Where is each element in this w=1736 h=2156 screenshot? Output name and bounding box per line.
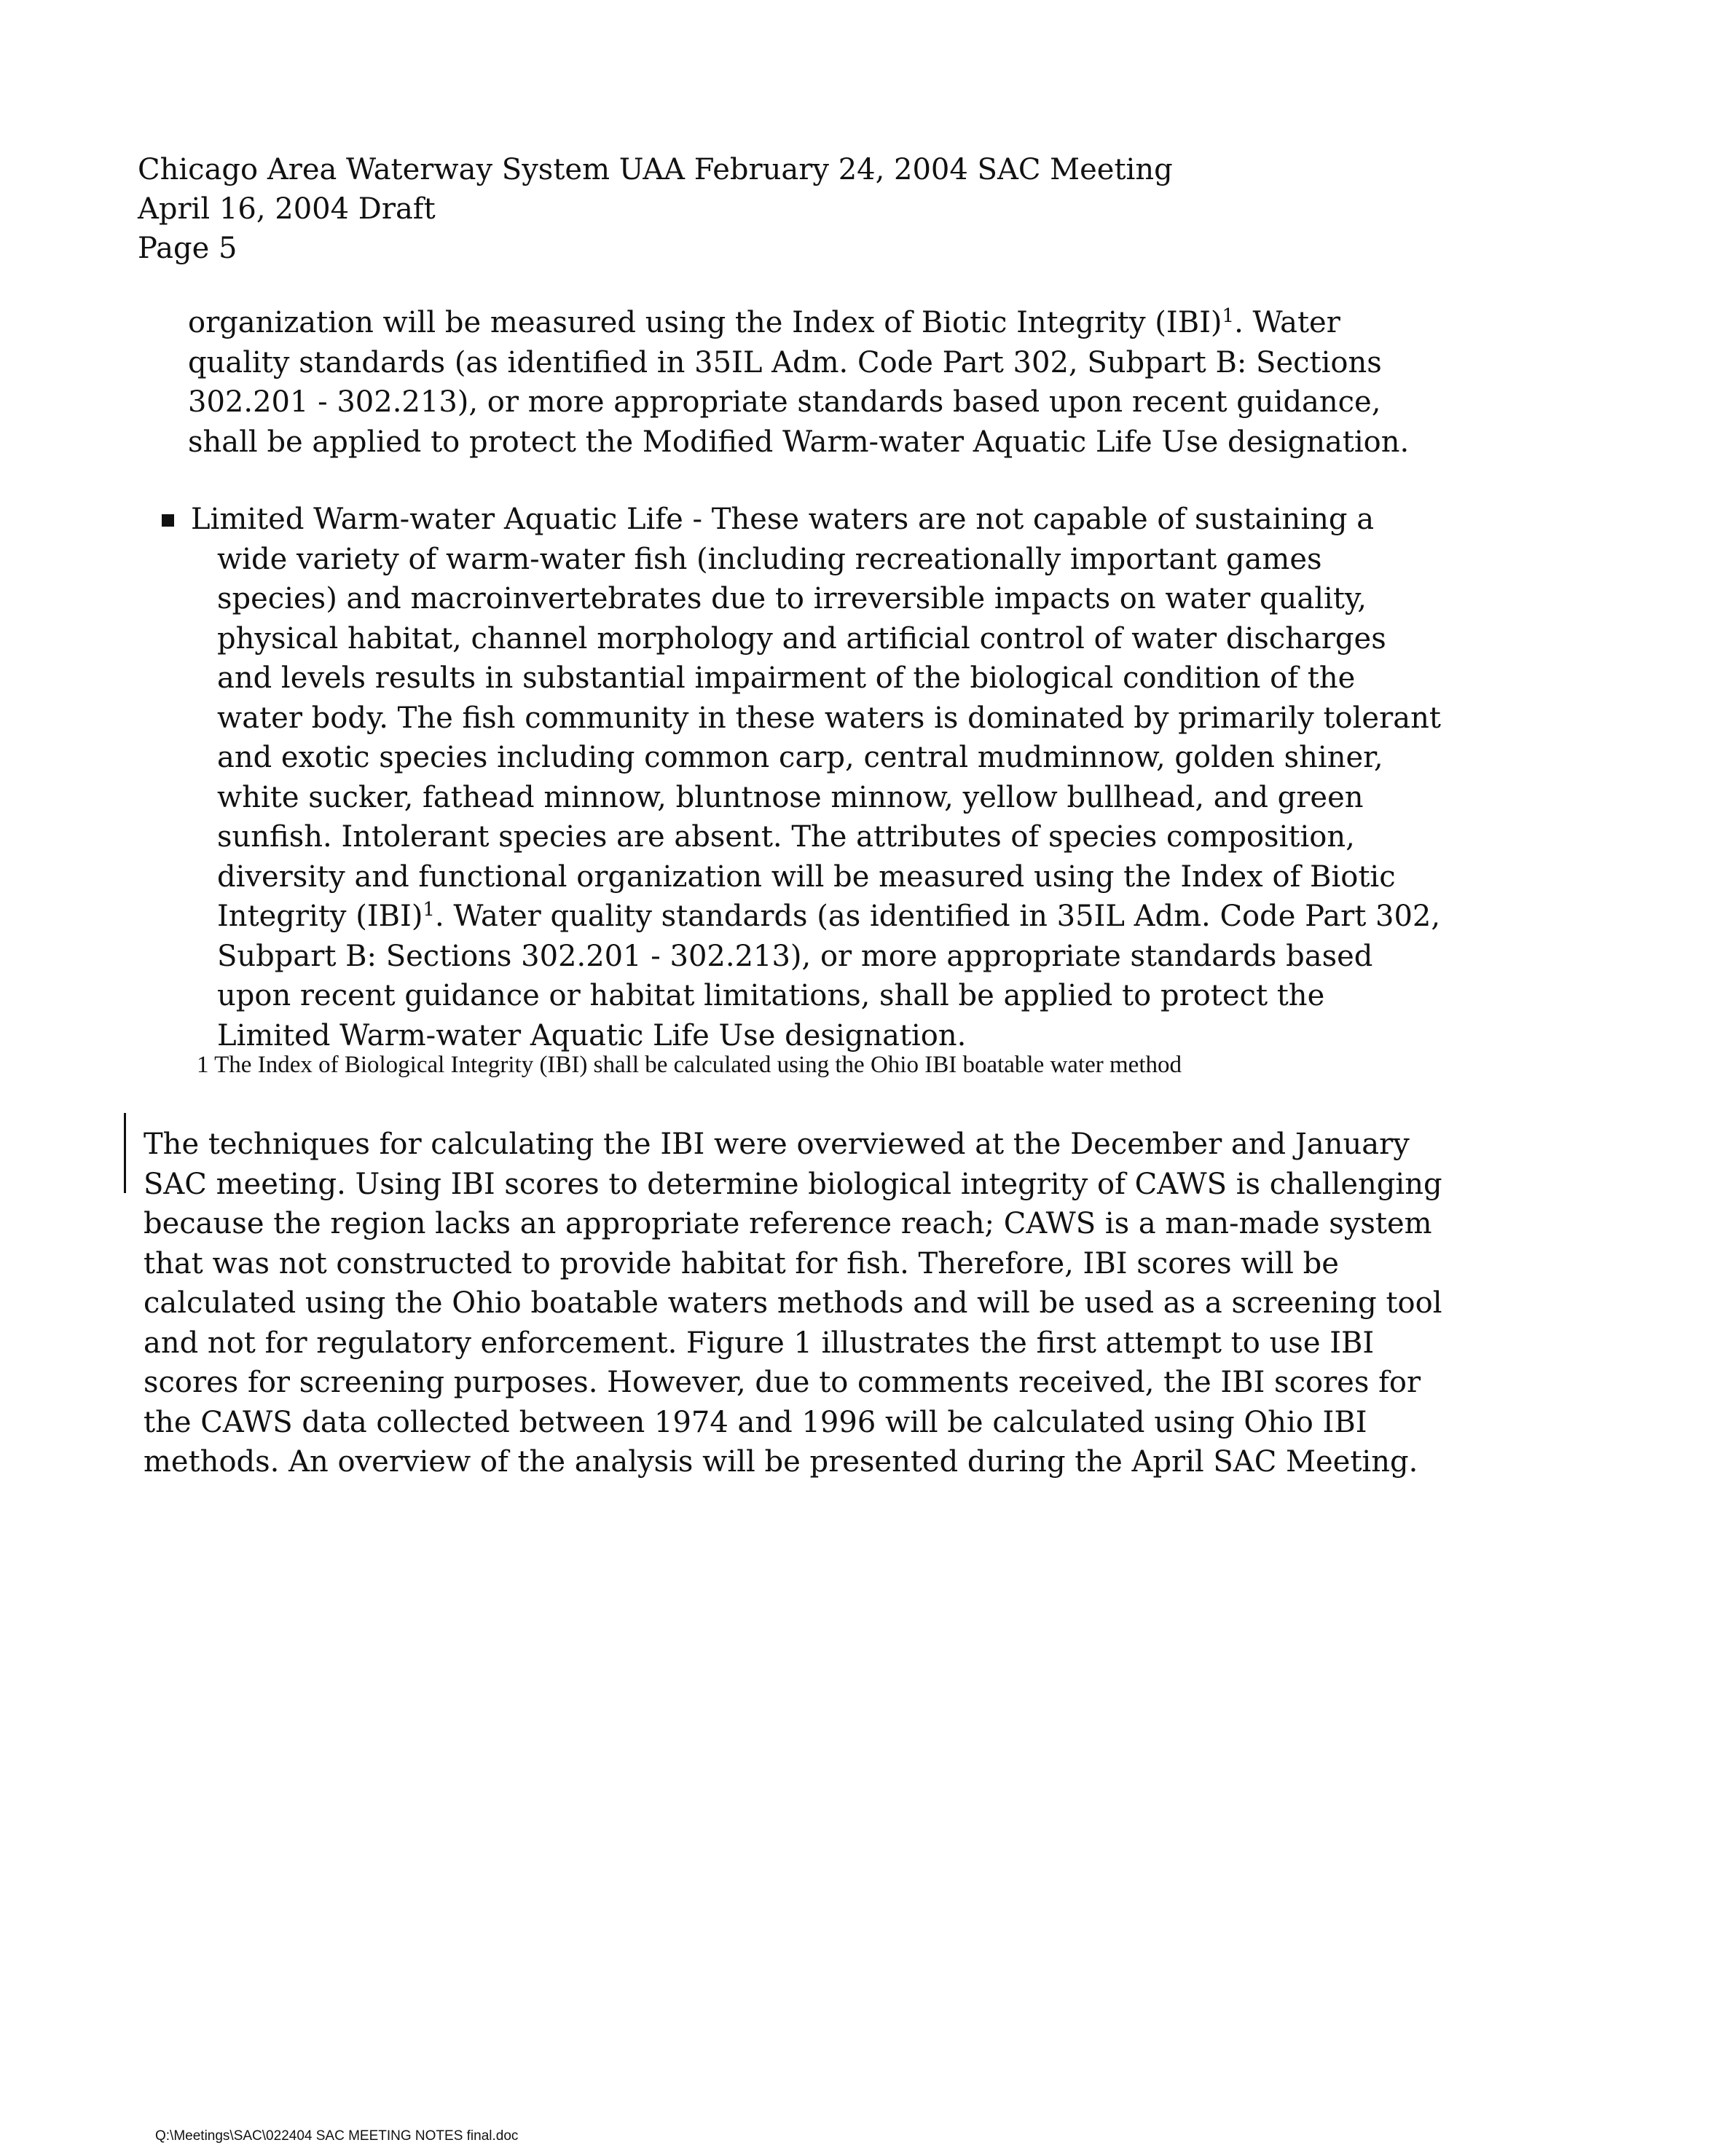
continued-paragraph-text: organization will be measured using the Index of Biotic Integrity (IBI) [188, 306, 1222, 339]
header-title: Chicago Area Waterway System UAA February 24, 2004 SAC Meeting [138, 153, 1173, 186]
bullet-text [162, 500, 1444, 1055]
ibi-techniques-paragraph: The techniques for calculating the IBI were overviewed at the December and January SAC meeting. Using IBI scores to determine biological integrity of CAWS is challenging because the region lacks an appropriate reference reach; CAWS is a man-made system that was not constructed to provide habitat for fish. Therefore, IBI scores will be calculated using the Ohio boatable waters methods and will be used as a screening tool and not for regulatory enforcement. Figure 1 illustrates the first attempt to use IBI scores for screening purposes. However, due to comments received, the IBI scores for the CAWS data collected between 1974 and 1996 will be calculated using Ohio IBI methods. An overview of the analysis will be presented during the April SAC Meeting. [144, 1128, 1442, 1479]
continued-paragraph [188, 303, 1441, 462]
revision-change-bar [124, 1113, 126, 1193]
file-path-footer: Q:\Meetings\SAC\022404 SAC MEETING NOTES final.doc [155, 2128, 519, 2144]
footnote-reference: 1 [423, 899, 435, 921]
footnote-reference: 1 [1222, 305, 1235, 327]
footnote: 1 The Index of Biological Integrity (IBI) shall be calculated using the Ohio IBI boatable water method [197, 1052, 1182, 1078]
page-header [138, 150, 1449, 268]
bullet-body: Limited Warm-water Aquatic Life - These waters are not capable of sustaining a wide variety of warm-water fish (including recreationally important games species) and macroinvertebrates due to irreversible impacts on water quality, physical habitat, channel morphology and artificial control of water discharges and levels results in substantial impairment of the biological condition of the water body. The fish community in these waters is dominated by primarily tolerant and exotic species including common carp, central mudminnow, golden shiner, white sucker, fathead minnow, bluntnose minnow, yellow bullhead, and green sunfish. Intolerant species are absent. The attributes of species composition, diversity and functional organization will be measured using the Index of Biotic Integrity (IBI) [191, 503, 1441, 933]
continued-paragraph-text-end: . Water quality standards (as identified in 35IL Adm. Code Part 302, Subpart B: Sections 302.201 - 302.213), or more appropriate standards based upon recent guidance, shall be applied to protect the Modified Warm-water Aquatic Life Use designation. [188, 306, 1410, 459]
bullet-body-end: . Water quality standards (as identified in 35IL Adm. Code Part 302, Subpart B: Sections 302.201 - 302.213), or more appropriate standards based upon recent guidance or habitat limitations, shall be applied to protect the Limited Warm-water Aquatic Life Use designation. [217, 900, 1441, 1053]
header-page-number: Page 5 [138, 232, 237, 265]
header-draft-date: April 16, 2004 Draft [138, 192, 436, 226]
